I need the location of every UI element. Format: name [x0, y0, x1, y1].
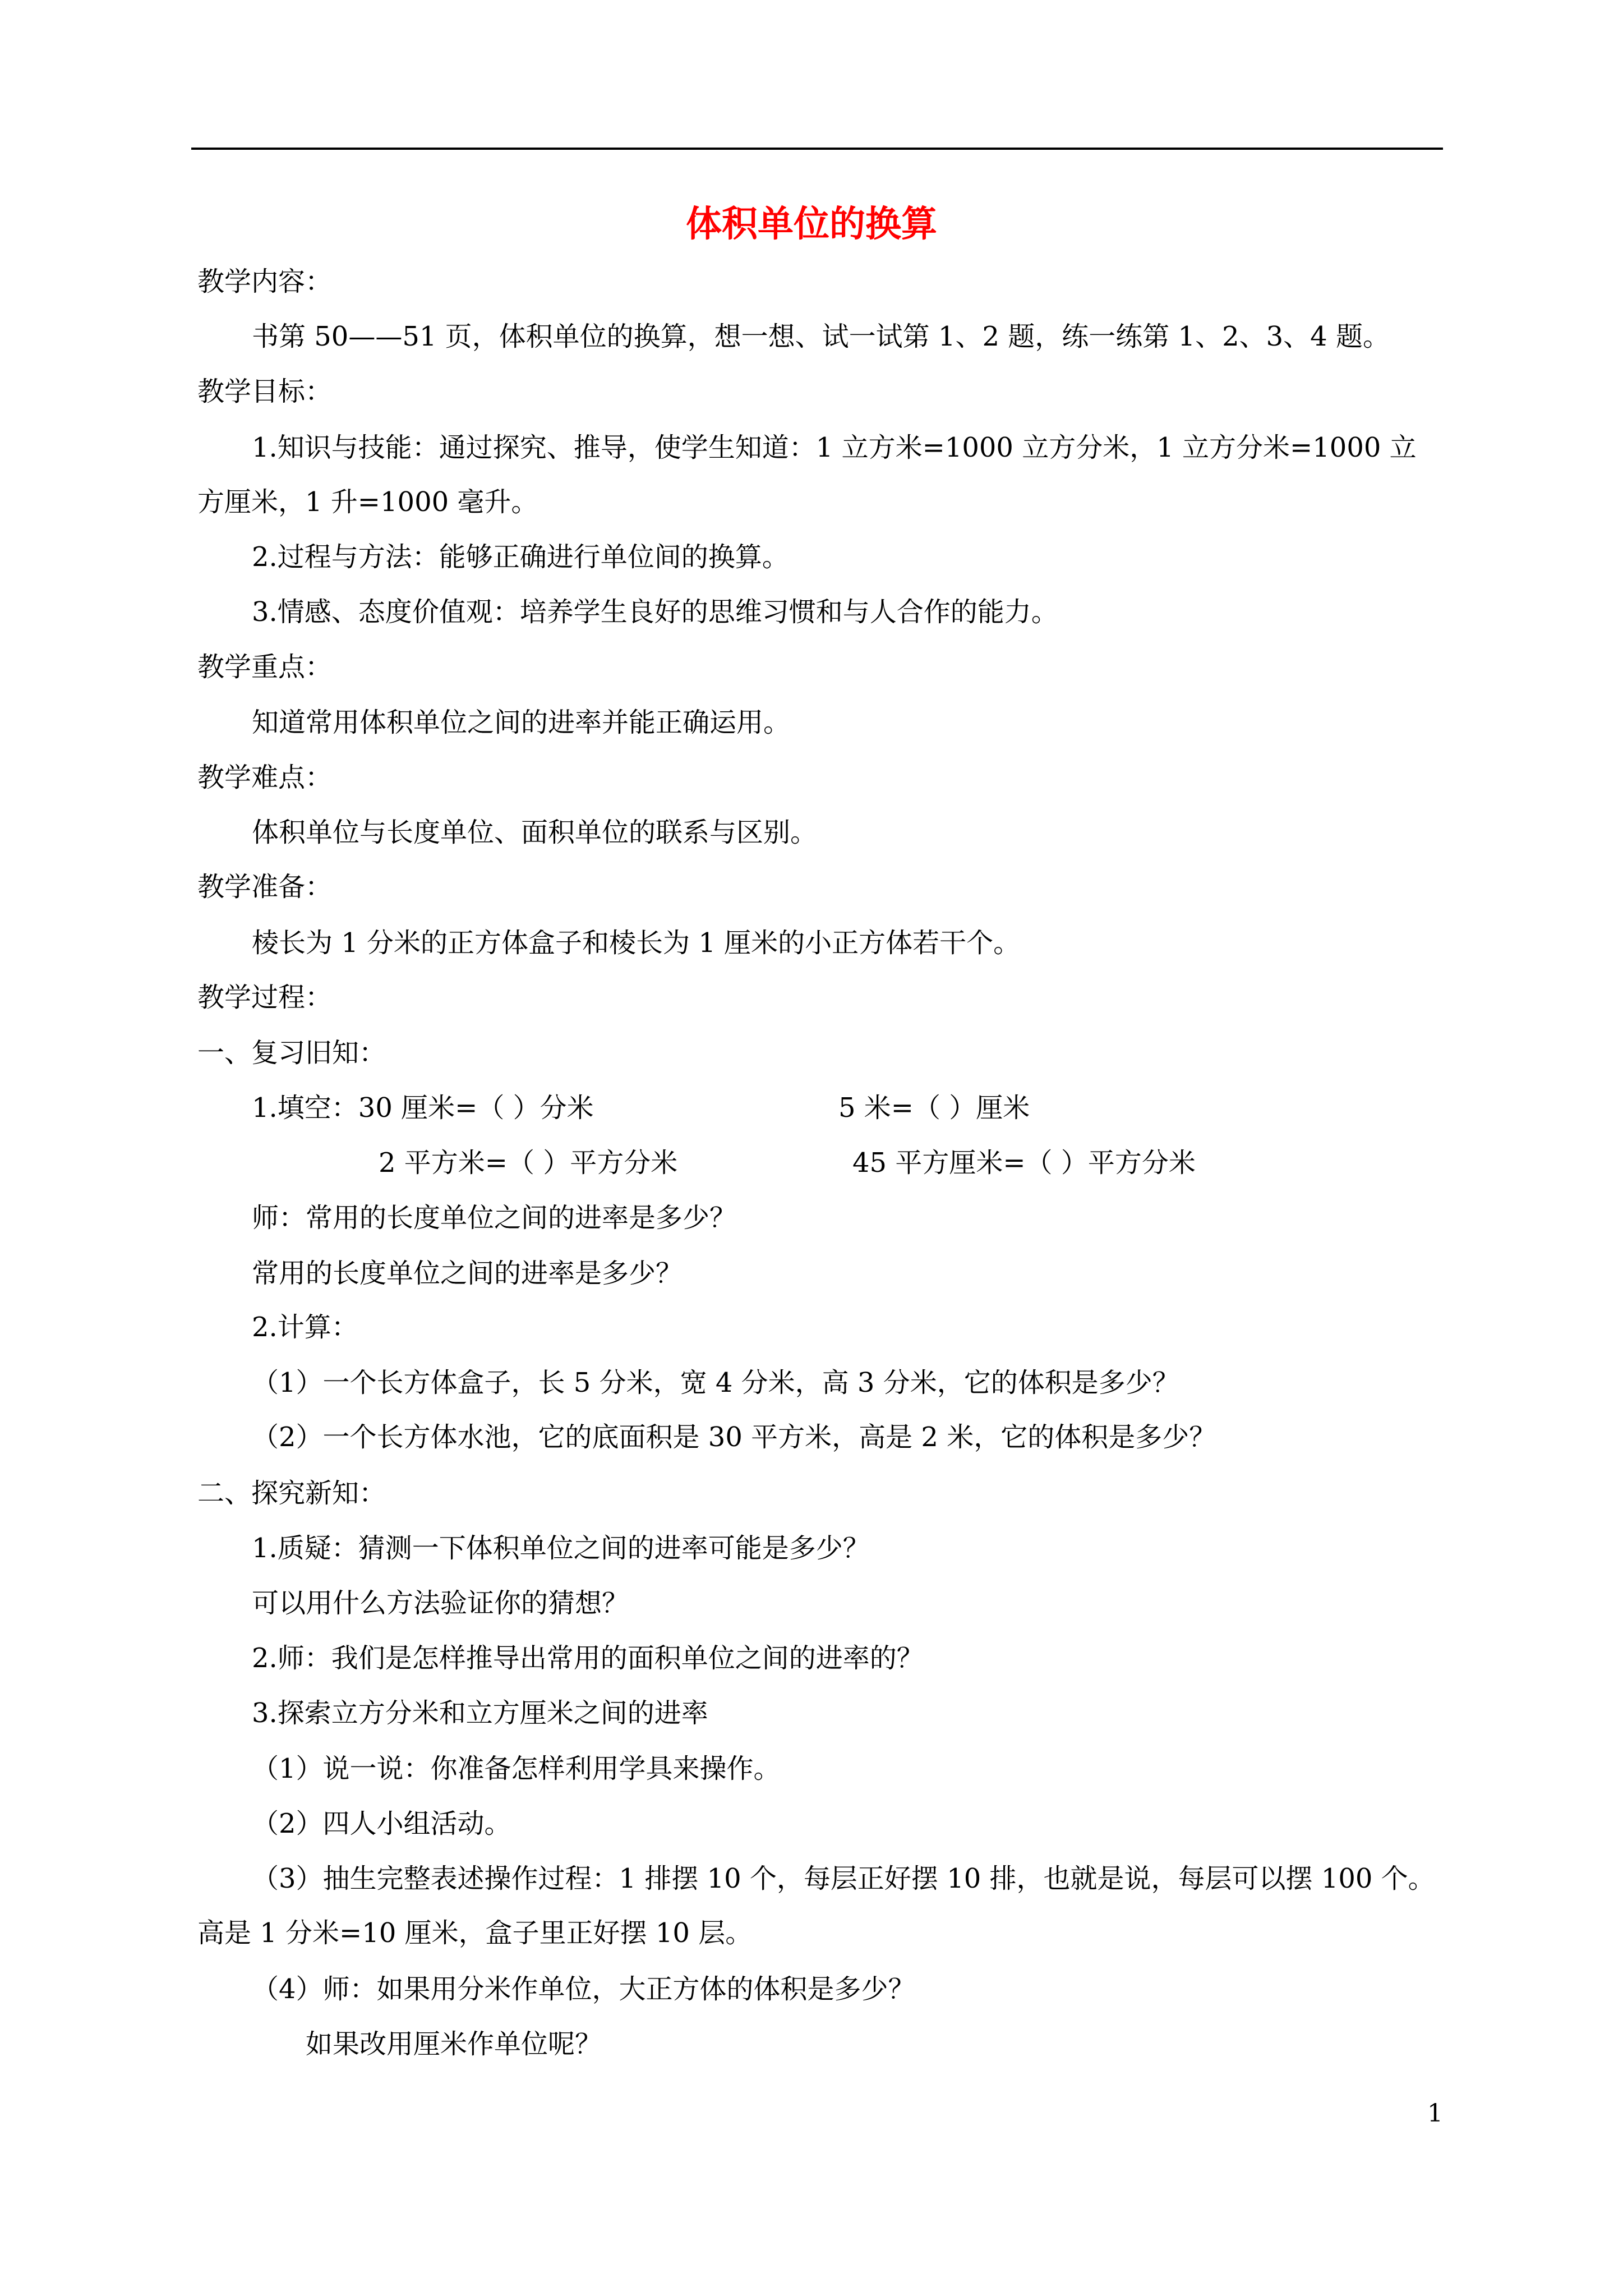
header-rule [191, 148, 1443, 150]
goal-3: 3.情感、态度价值观：培养学生良好的思维习惯和与人合作的能力。 [252, 596, 1058, 628]
explore-1-followup: 可以用什么方法验证你的猜想？ [252, 1588, 629, 1619]
teacher-question-1: 师：常用的长度单位之间的进率是多少？ [252, 1202, 737, 1234]
difficulty-heading: 教学难点： [197, 762, 333, 793]
prep-heading: 教学准备： [197, 871, 333, 903]
explore-2: 2.师：我们是怎样推导出常用的面积单位之间的进率的？ [252, 1642, 924, 1674]
step-4-followup: 如果改用厘米作单位呢？ [306, 2028, 602, 2060]
explore-1: 1.质疑：猜测一下体积单位之间的进率可能是多少？ [252, 1533, 870, 1564]
content-text: 书第 50——51 页，体积单位的换算，想一想、试一试第 1、2 题，练一练第 1、2、3、4 题。 [252, 321, 1390, 352]
section-2-heading: 二、探究新知： [197, 1478, 386, 1509]
page-number: 1 [1427, 2099, 1443, 2128]
teacher-question-2: 常用的长度单位之间的进率是多少？ [252, 1258, 683, 1289]
calc-problem-1: （1）一个长方体盒子，长 5 分米，宽 4 分米，高 3 分米，它的体积是多少？ [252, 1367, 1179, 1398]
document-title: 体积单位的换算 [686, 203, 937, 245]
prep-text: 棱长为 1 分米的正方体盒子和棱长为 1 厘米的小正方体若干个。 [252, 927, 1021, 959]
step-2: （2）四人小组活动。 [252, 1808, 511, 1839]
fill-blank-2: 5 米=（ ）厘米 [838, 1092, 1030, 1124]
step-3-line-1: （3）抽生完整表述操作过程：1 排摆 10 个，每层正好摆 10 排，也就是说，每层可以摆 100 个。 [252, 1863, 1435, 1894]
step-1: （1）说一说：你准备怎样利用学具来操作。 [252, 1753, 781, 1784]
process-heading: 教学过程： [197, 982, 333, 1013]
content-heading: 教学内容： [197, 266, 333, 297]
explore-3: 3.探索立方分米和立方厘米之间的进率 [252, 1697, 708, 1729]
goals-heading: 教学目标： [197, 376, 333, 407]
fill-blank-1: 1.填空：30 厘米=（ ）分米 [252, 1092, 594, 1124]
goal-1-line-1: 1.知识与技能：通过探究、推导，使学生知道：1 立方米=1000 立方分米，1 立方分米=1000 立 [252, 432, 1417, 463]
step-3-line-2: 高是 1 分米=10 厘米，盒子里正好摆 10 层。 [197, 1917, 753, 1949]
goal-1-line-2: 方厘米，1 升=1000 毫升。 [197, 486, 538, 518]
calc-heading: 2.计算： [252, 1312, 358, 1343]
key-text: 知道常用体积单位之间的进率并能正确运用。 [252, 707, 791, 738]
calc-problem-2: （2）一个长方体水池，它的底面积是 30 平方米，高是 2 米，它的体积是多少？ [252, 1421, 1216, 1453]
fill-blank-4: 45 平方厘米=（ ）平方分米 [852, 1147, 1196, 1179]
goal-2: 2.过程与方法：能够正确进行单位间的换算。 [252, 541, 789, 573]
difficulty-text: 体积单位与长度单位、面积单位的联系与区别。 [252, 817, 818, 848]
step-4: （4）师：如果用分米作单位，大正方体的体积是多少？ [252, 1973, 915, 2005]
section-1-heading: 一、复习旧知： [197, 1037, 386, 1069]
key-heading: 教学重点： [197, 651, 333, 683]
fill-blank-3: 2 平方米=（ ）平方分米 [379, 1147, 678, 1179]
